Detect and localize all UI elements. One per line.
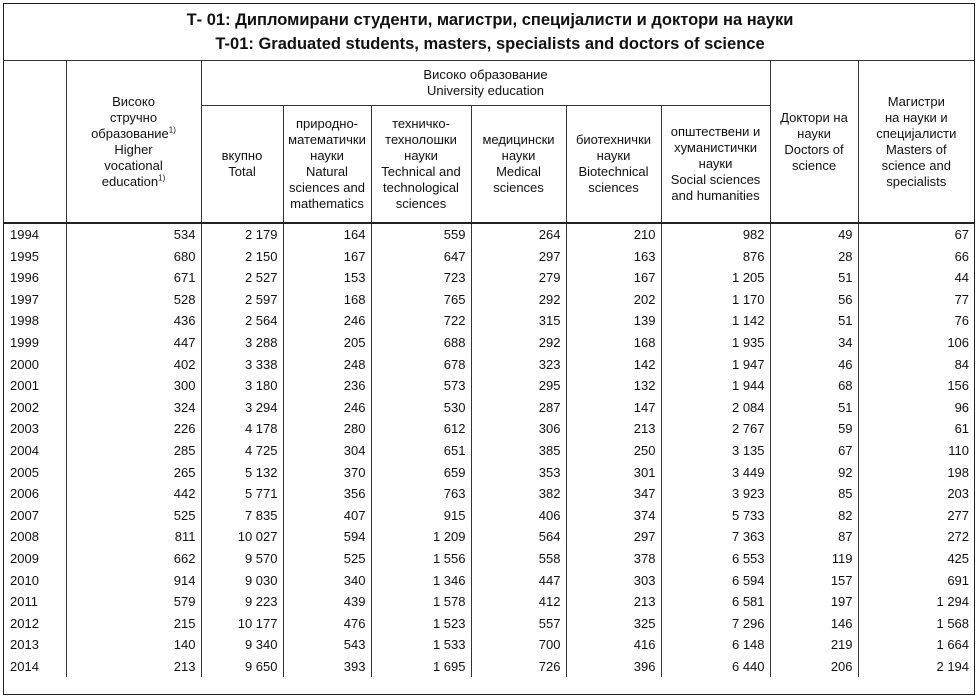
cell-biotechnical-sciences: 374 (566, 505, 661, 527)
header-medical-sciences: медицински науки Medical sciences (471, 106, 566, 224)
cell-total: 4 725 (201, 440, 283, 462)
cell-social-sciences: 6 148 (661, 634, 770, 656)
cell-biotechnical-sciences: 347 (566, 483, 661, 505)
cell-social-sciences: 3 135 (661, 440, 770, 462)
table-row (4, 267, 974, 289)
header-year (4, 61, 66, 224)
cell-doctors: 28 (770, 246, 858, 268)
cell-year: 2000 (4, 354, 66, 376)
cell-year: 2001 (4, 375, 66, 397)
cell-doctors: 92 (770, 462, 858, 484)
cell-masters: 84 (954, 356, 970, 372)
cell-total: 9 650 (201, 656, 283, 678)
cell-natural-sciences: 543 (283, 634, 371, 656)
cell-biotechnical-sciences: 325 (566, 613, 661, 635)
cell-year: 2011 (4, 591, 66, 613)
cell-biotechnical-sciences: 213 (566, 418, 661, 440)
cell-technical-sciences: 765 (371, 289, 471, 311)
cell-higher-vocational: 226 (66, 418, 201, 440)
cell-higher-vocational: 324 (66, 397, 201, 419)
cell-higher-vocational: 525 (66, 505, 201, 527)
cell-biotechnical-sciences: 167 (566, 267, 661, 289)
cell-year: 1997 (4, 289, 66, 311)
cell-masters: 66 (954, 248, 970, 264)
cell-biotechnical-sciences: 303 (566, 570, 661, 592)
cell-total: 3 288 (201, 332, 283, 354)
cell-technical-sciences: 559 (371, 223, 471, 246)
cell-doctors: 49 (770, 223, 858, 246)
cell-doctors: 146 (770, 613, 858, 635)
cell-higher-vocational: 140 (66, 634, 201, 656)
cell-higher-vocational: 265 (66, 462, 201, 484)
cell-higher-vocational: 213 (66, 656, 201, 678)
table-row (4, 462, 974, 484)
cell-social-sciences: 5 733 (661, 505, 770, 527)
cell-medical-sciences: 406 (471, 505, 566, 527)
table-row (4, 246, 974, 268)
table-row (4, 526, 974, 548)
cell-doctors: 119 (770, 548, 858, 570)
header-technical-sciences: техничко- технолошки науки Technical and technological sciences (371, 106, 471, 224)
cell-natural-sciences: 167 (283, 246, 371, 268)
cell-natural-sciences: 246 (283, 310, 371, 332)
header-masters: Магистри на науки и специјалисти Masters of science and specialists (858, 61, 974, 224)
table-frame (3, 3, 975, 695)
cell-biotechnical-sciences: 132 (566, 375, 661, 397)
cell-total: 3 294 (201, 397, 283, 419)
cell-technical-sciences: 915 (371, 505, 471, 527)
cell-natural-sciences: 356 (283, 483, 371, 505)
cell-higher-vocational: 528 (66, 289, 201, 311)
title-english: T-01: Graduated students, masters, specialists and doctors of science (215, 35, 765, 53)
cell-year: 1994 (4, 223, 66, 246)
table-row (4, 613, 974, 635)
cell-social-sciences: 3 923 (661, 483, 770, 505)
cell-masters: 277 (947, 507, 970, 523)
cell-higher-vocational: 811 (66, 526, 201, 548)
table-title-block (4, 4, 976, 60)
cell-natural-sciences: 340 (283, 570, 371, 592)
cell-technical-sciences: 1 556 (371, 548, 471, 570)
cell-masters: 106 (947, 334, 970, 350)
cell-year: 1998 (4, 310, 66, 332)
cell-medical-sciences: 557 (471, 613, 566, 635)
table-row (4, 656, 974, 678)
cell-year: 2013 (4, 634, 66, 656)
cell-technical-sciences: 722 (371, 310, 471, 332)
cell-natural-sciences: 370 (283, 462, 371, 484)
cell-doctors: 46 (770, 354, 858, 376)
cell-doctors: 67 (770, 440, 858, 462)
cell-medical-sciences: 306 (471, 418, 566, 440)
cell-medical-sciences: 353 (471, 462, 566, 484)
cell-doctors: 51 (770, 267, 858, 289)
cell-social-sciences: 1 205 (661, 267, 770, 289)
cell-medical-sciences: 287 (471, 397, 566, 419)
cell-natural-sciences: 304 (283, 440, 371, 462)
cell-social-sciences: 982 (661, 223, 770, 246)
cell-year: 2005 (4, 462, 66, 484)
cell-biotechnical-sciences: 168 (566, 332, 661, 354)
cell-total: 2 527 (201, 267, 283, 289)
cell-masters: 425 (947, 550, 970, 566)
cell-technical-sciences: 530 (371, 397, 471, 419)
table-row (4, 483, 974, 505)
cell-higher-vocational: 671 (66, 267, 201, 289)
cell-higher-vocational: 914 (66, 570, 201, 592)
cell-masters: 67 (954, 227, 970, 242)
table-row (4, 354, 974, 376)
cell-natural-sciences: 205 (283, 332, 371, 354)
table-row (4, 591, 974, 613)
cell-medical-sciences: 292 (471, 289, 566, 311)
cell-natural-sciences: 153 (283, 267, 371, 289)
table-row (4, 505, 974, 527)
cell-masters: 2 194 (936, 658, 970, 674)
cell-biotechnical-sciences: 210 (566, 223, 661, 246)
cell-masters: 1 568 (936, 615, 970, 631)
cell-medical-sciences: 700 (471, 634, 566, 656)
cell-biotechnical-sciences: 378 (566, 548, 661, 570)
header-natural-sciences: природно- математички науки Natural sciences and mathematics (283, 106, 371, 224)
cell-doctors: 51 (770, 397, 858, 419)
cell-medical-sciences: 323 (471, 354, 566, 376)
cell-year: 2006 (4, 483, 66, 505)
cell-year: 2004 (4, 440, 66, 462)
cell-social-sciences: 6 440 (661, 656, 770, 678)
cell-masters: 1 294 (936, 594, 970, 610)
cell-total: 4 178 (201, 418, 283, 440)
cell-masters: 96 (954, 399, 970, 415)
cell-medical-sciences: 297 (471, 246, 566, 268)
cell-total: 3 338 (201, 354, 283, 376)
cell-natural-sciences: 393 (283, 656, 371, 678)
cell-year: 2014 (4, 656, 66, 678)
table-row (4, 289, 974, 311)
cell-natural-sciences: 439 (283, 591, 371, 613)
table-body (4, 223, 974, 677)
cell-technical-sciences: 573 (371, 375, 471, 397)
cell-doctors: 59 (770, 418, 858, 440)
cell-masters: 691 (947, 572, 970, 588)
cell-total: 9 570 (201, 548, 283, 570)
cell-total: 5 132 (201, 462, 283, 484)
cell-social-sciences: 3 449 (661, 462, 770, 484)
cell-year: 2008 (4, 526, 66, 548)
cell-social-sciences: 6 553 (661, 548, 770, 570)
cell-masters: 61 (954, 421, 970, 437)
cell-doctors: 56 (770, 289, 858, 311)
cell-doctors: 82 (770, 505, 858, 527)
cell-masters: 110 (948, 442, 970, 458)
cell-higher-vocational: 579 (66, 591, 201, 613)
table-row (4, 223, 974, 246)
cell-year: 2009 (4, 548, 66, 570)
cell-social-sciences: 6 594 (661, 570, 770, 592)
cell-higher-vocational: 442 (66, 483, 201, 505)
cell-technical-sciences: 763 (371, 483, 471, 505)
cell-higher-vocational: 215 (66, 613, 201, 635)
cell-medical-sciences: 726 (471, 656, 566, 678)
cell-masters: 272 (947, 529, 970, 545)
cell-year: 2007 (4, 505, 66, 527)
cell-higher-vocational: 447 (66, 332, 201, 354)
cell-medical-sciences: 295 (471, 375, 566, 397)
cell-social-sciences: 7 296 (661, 613, 770, 635)
cell-year: 1999 (4, 332, 66, 354)
cell-medical-sciences: 447 (471, 570, 566, 592)
table-row (4, 397, 974, 419)
cell-medical-sciences: 279 (471, 267, 566, 289)
cell-biotechnical-sciences: 139 (566, 310, 661, 332)
cell-biotechnical-sciences: 142 (566, 354, 661, 376)
cell-technical-sciences: 1 346 (371, 570, 471, 592)
cell-natural-sciences: 476 (283, 613, 371, 635)
cell-doctors: 197 (770, 591, 858, 613)
cell-higher-vocational: 534 (66, 223, 201, 246)
cell-higher-vocational: 402 (66, 354, 201, 376)
cell-total: 5 771 (201, 483, 283, 505)
cell-natural-sciences: 280 (283, 418, 371, 440)
cell-total: 7 835 (201, 505, 283, 527)
cell-total: 2 597 (201, 289, 283, 311)
cell-masters: 203 (947, 486, 970, 502)
cell-social-sciences: 2 084 (661, 397, 770, 419)
cell-masters: 44 (954, 270, 970, 286)
cell-technical-sciences: 1 523 (371, 613, 471, 635)
cell-technical-sciences: 651 (371, 440, 471, 462)
cell-higher-vocational: 285 (66, 440, 201, 462)
header-biotechnical-sciences: биотехнички науки Biotechnical sciences (566, 106, 661, 224)
cell-medical-sciences: 382 (471, 483, 566, 505)
cell-natural-sciences: 407 (283, 505, 371, 527)
cell-natural-sciences: 525 (283, 548, 371, 570)
cell-higher-vocational: 436 (66, 310, 201, 332)
cell-total: 3 180 (201, 375, 283, 397)
cell-doctors: 219 (770, 634, 858, 656)
cell-medical-sciences: 385 (471, 440, 566, 462)
cell-social-sciences: 876 (661, 246, 770, 268)
cell-total: 9 223 (201, 591, 283, 613)
cell-total: 10 027 (201, 526, 283, 548)
cell-biotechnical-sciences: 202 (566, 289, 661, 311)
cell-masters: 156 (947, 378, 970, 394)
table-row (4, 418, 974, 440)
cell-technical-sciences: 688 (371, 332, 471, 354)
cell-natural-sciences: 168 (283, 289, 371, 311)
statistics-table (4, 60, 974, 677)
cell-doctors: 68 (770, 375, 858, 397)
cell-medical-sciences: 564 (471, 526, 566, 548)
cell-technical-sciences: 1 209 (371, 526, 471, 548)
cell-doctors: 51 (770, 310, 858, 332)
cell-social-sciences: 1 944 (661, 375, 770, 397)
cell-biotechnical-sciences: 147 (566, 397, 661, 419)
cell-biotechnical-sciences: 396 (566, 656, 661, 678)
cell-year: 1996 (4, 267, 66, 289)
cell-masters: 76 (954, 313, 970, 329)
cell-technical-sciences: 678 (371, 354, 471, 376)
table-row (4, 570, 974, 592)
cell-total: 9 030 (201, 570, 283, 592)
cell-year: 2003 (4, 418, 66, 440)
cell-medical-sciences: 264 (471, 223, 566, 246)
title-macedonian: Т- 01: Дипломирани студенти, магистри, специјалисти и доктори на науки (186, 11, 794, 29)
cell-technical-sciences: 659 (371, 462, 471, 484)
header-university-education: Високо образование University education (201, 61, 770, 106)
cell-natural-sciences: 236 (283, 375, 371, 397)
header-higher-vocational: Високо стручно образование$^{1)}$ Higher vocational education$^{1)}$ (66, 61, 201, 224)
cell-biotechnical-sciences: 163 (566, 246, 661, 268)
table-row (4, 440, 974, 462)
header-social-sciences: општествени и хуманистички науки Social sciences and humanities (661, 106, 770, 224)
cell-social-sciences: 7 363 (661, 526, 770, 548)
cell-doctors: 206 (770, 656, 858, 678)
cell-technical-sciences: 1 695 (371, 656, 471, 678)
cell-masters: 198 (947, 464, 970, 480)
cell-technical-sciences: 1 578 (371, 591, 471, 613)
cell-social-sciences: 1 170 (661, 289, 770, 311)
cell-social-sciences: 1 935 (661, 332, 770, 354)
cell-natural-sciences: 246 (283, 397, 371, 419)
cell-social-sciences: 6 581 (661, 591, 770, 613)
cell-social-sciences: 2 767 (661, 418, 770, 440)
cell-total: 2 179 (201, 223, 283, 246)
cell-social-sciences: 1 142 (661, 310, 770, 332)
cell-technical-sciences: 647 (371, 246, 471, 268)
cell-social-sciences: 1 947 (661, 354, 770, 376)
cell-total: 9 340 (201, 634, 283, 656)
table-row (4, 375, 974, 397)
cell-year: 1995 (4, 246, 66, 268)
cell-higher-vocational: 300 (66, 375, 201, 397)
cell-biotechnical-sciences: 297 (566, 526, 661, 548)
cell-medical-sciences: 412 (471, 591, 566, 613)
cell-higher-vocational: 680 (66, 246, 201, 268)
cell-total: 10 177 (201, 613, 283, 635)
cell-medical-sciences: 558 (471, 548, 566, 570)
cell-biotechnical-sciences: 416 (566, 634, 661, 656)
cell-natural-sciences: 164 (283, 223, 371, 246)
cell-biotechnical-sciences: 301 (566, 462, 661, 484)
cell-natural-sciences: 594 (283, 526, 371, 548)
cell-medical-sciences: 315 (471, 310, 566, 332)
cell-doctors: 157 (770, 570, 858, 592)
cell-masters: 1 664 (936, 637, 970, 653)
cell-year: 2010 (4, 570, 66, 592)
cell-biotechnical-sciences: 213 (566, 591, 661, 613)
cell-masters: 77 (954, 291, 970, 307)
table-row (4, 548, 974, 570)
cell-technical-sciences: 723 (371, 267, 471, 289)
header-total: вкупно Total (201, 106, 283, 224)
cell-natural-sciences: 248 (283, 354, 371, 376)
cell-year: 2002 (4, 397, 66, 419)
cell-biotechnical-sciences: 250 (566, 440, 661, 462)
cell-doctors: 87 (770, 526, 858, 548)
cell-medical-sciences: 292 (471, 332, 566, 354)
cell-total: 2 150 (201, 246, 283, 268)
cell-year: 2012 (4, 613, 66, 635)
table-row (4, 310, 974, 332)
cell-doctors: 34 (770, 332, 858, 354)
cell-total: 2 564 (201, 310, 283, 332)
cell-doctors: 85 (770, 483, 858, 505)
table-row (4, 332, 974, 354)
table-row (4, 634, 974, 656)
cell-higher-vocational: 662 (66, 548, 201, 570)
cell-technical-sciences: 1 533 (371, 634, 471, 656)
cell-technical-sciences: 612 (371, 418, 471, 440)
header-doctors: Доктори на науки Doctors of science (770, 61, 858, 224)
